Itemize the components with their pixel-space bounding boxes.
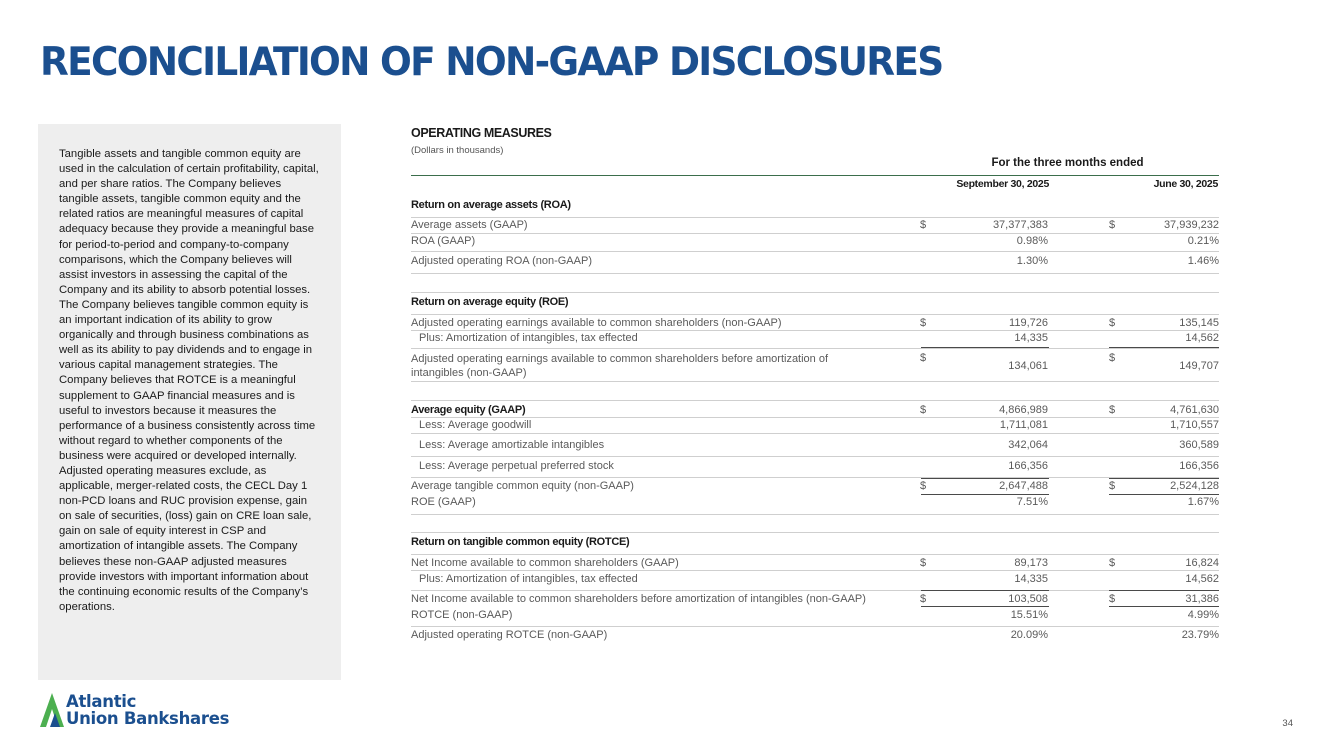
value-jun: 1,710,557 xyxy=(1170,419,1219,431)
period-divider xyxy=(411,175,1219,176)
row-divider xyxy=(411,251,1219,252)
value-sep: 14,335 xyxy=(1014,332,1048,344)
value-sep: 14,335 xyxy=(1014,573,1048,585)
value-jun: 14,562 xyxy=(1185,573,1219,585)
column-header-jun: June 30, 2025 xyxy=(1153,178,1218,190)
total-underline xyxy=(921,494,1049,495)
row-label: Adjusted operating earnings available to common shareholders (non-GAAP) xyxy=(411,317,782,329)
value-jun: 360,589 xyxy=(1179,439,1219,451)
value-sep: 37,377,383 xyxy=(992,219,1048,231)
column-header-sep: September 30, 2025 xyxy=(956,178,1049,190)
value-jun: 37,939,232 xyxy=(1163,219,1219,231)
currency-symbol: $ xyxy=(1109,219,1116,231)
row-label: Net Income available to common shareholders before amortization of intangibles (non-GAAP) xyxy=(411,593,866,605)
row-divider xyxy=(411,626,1219,627)
row-divider xyxy=(411,477,1219,478)
total-underline xyxy=(921,606,1049,607)
currency-symbol: $ xyxy=(920,219,927,231)
value-sep: 4,866,989 xyxy=(999,404,1048,416)
value-sep: 119,726 xyxy=(1009,317,1048,329)
currency-symbol: $ xyxy=(1109,557,1116,569)
row-label: Adjusted operating ROTCE (non-GAAP) xyxy=(411,629,608,641)
total-underline xyxy=(1109,494,1219,495)
value-sep: 342,064 xyxy=(1008,439,1048,451)
logo-line-2: Union Bankshares xyxy=(66,709,230,728)
row-divider xyxy=(411,417,1219,418)
currency-symbol: $ xyxy=(1109,404,1116,416)
value-jun: 0.21% xyxy=(1187,235,1219,247)
value-jun: 31,386 xyxy=(1185,593,1219,605)
value-jun: 4,761,630 xyxy=(1170,404,1219,416)
value-jun: 2,524,128 xyxy=(1170,480,1219,492)
value-sep: 2,647,488 xyxy=(999,480,1048,492)
row-divider xyxy=(411,456,1219,457)
row-label: Less: Average goodwill xyxy=(419,419,532,431)
row-label: Average tangible common equity (non-GAAP) xyxy=(411,480,634,492)
total-overline xyxy=(1109,478,1219,479)
value-sep: 134,061 xyxy=(1008,360,1048,372)
value-jun: 16,824 xyxy=(1185,557,1219,569)
row-label: Net Income available to common shareholders (GAAP) xyxy=(411,557,679,569)
period-header: For the three months ended xyxy=(991,157,1144,169)
row-label: ROE (GAAP) xyxy=(411,496,476,508)
value-jun: 149,707 xyxy=(1179,360,1219,372)
row-divider xyxy=(411,292,1219,293)
row-label: Adjusted operating earnings available to common shareholders before amortization of intangibles (non-GAAP) xyxy=(411,353,829,379)
value-sep: 1.30% xyxy=(1016,255,1048,267)
value-jun: 1.46% xyxy=(1187,255,1219,267)
total-overline xyxy=(921,478,1049,479)
subtotal-underline xyxy=(1109,590,1219,591)
value-jun: 4.99% xyxy=(1187,609,1219,621)
section-subtitle: (Dollars in thousands) xyxy=(411,145,504,156)
value-sep: 15.51% xyxy=(1010,609,1048,621)
row-divider xyxy=(411,590,1219,591)
table-row xyxy=(411,352,1219,382)
currency-symbol: $ xyxy=(1109,480,1116,492)
row-divider xyxy=(411,400,1219,401)
logo-wordmark xyxy=(66,693,229,727)
row-label: Adjusted operating ROA (non-GAAP) xyxy=(411,255,592,267)
page-number: 34 xyxy=(1282,718,1293,729)
row-divider xyxy=(411,348,1219,349)
row-divider xyxy=(411,273,1219,274)
row-divider xyxy=(411,381,1219,382)
row-divider xyxy=(411,532,1219,533)
row-divider xyxy=(411,554,1219,555)
row-divider xyxy=(411,233,1219,234)
row-divider xyxy=(411,330,1219,331)
currency-symbol: $ xyxy=(1109,593,1116,605)
value-jun: 14,562 xyxy=(1185,332,1219,344)
value-sep: 166,356 xyxy=(1008,460,1048,472)
currency-symbol: $ xyxy=(920,352,927,364)
row-divider xyxy=(411,514,1219,515)
row-label: Less: Average amortizable intangibles xyxy=(419,439,605,451)
total-underline xyxy=(1109,606,1219,607)
logo-line-1: Atlantic xyxy=(66,692,137,711)
row-divider xyxy=(411,217,1219,218)
row-divider xyxy=(411,570,1219,571)
row-label: Less: Average perpetual preferred stock xyxy=(419,460,614,472)
roe-header-label: Return on average equity (ROE) xyxy=(411,296,569,308)
value-jun: 166,356 xyxy=(1179,460,1219,472)
currency-symbol: $ xyxy=(920,557,927,569)
value-jun: 1.67% xyxy=(1187,496,1219,508)
currency-symbol: $ xyxy=(920,480,927,492)
currency-symbol: $ xyxy=(1109,317,1116,329)
currency-symbol: $ xyxy=(920,317,927,329)
value-jun: 23.79% xyxy=(1181,629,1219,641)
row-divider xyxy=(411,433,1219,434)
row-label: Average equity (GAAP) xyxy=(411,404,526,416)
row-label: ROTCE (non-GAAP) xyxy=(411,609,513,621)
row-label: Plus: Amortization of intangibles, tax effected xyxy=(419,573,638,585)
row-label: ROA (GAAP) xyxy=(411,235,476,247)
currency-symbol: $ xyxy=(920,593,927,605)
row-label: Average assets (GAAP) xyxy=(411,219,528,231)
page-title: RECONCILIATION OF NON-GAAP DISCLOSURES xyxy=(40,40,943,85)
sidebar-panel xyxy=(38,124,341,680)
currency-symbol: $ xyxy=(920,404,927,416)
sidebar-text: Tangible assets and tangible common equity are used in the calculation of certain profitability, capital, and per share ratios. The Company believes tangible assets, tangible common equity and the related ratios are meaningful measures of capital adequacy because they provide a meaningful base for period-to-period and company-to-company comparisons, which the Company believes will assist investors in assessing the capital of the Company and its ability to absorb potential losses. The Company believes tangible common equity is an important indication of its ability to grow organically and through business combinations as well as its ability to pay dividends and to engage in various capital management strategies. The Company believes that ROTCE is a meaningful supplement to GAAP financial measures and is useful to investors because it measures the performance of a business consistently across time without regard to whether components of the business were acquired or developed internally. Adjusted operating measures exclude, as applicable, merger-related costs, the CECL Day 1 non-PCD loans and RUC provision expense, gain on sale of securities, (loss) gain on CRE loan sale, gain on sale of equity interest in CSP and amortization of intangible assets. The Company believes these non-GAAP adjusted measures provide investors with important information about the continuing economic results of the Company’s operations. xyxy=(59,148,319,613)
currency-symbol: $ xyxy=(1109,352,1116,364)
subtotal-underline xyxy=(921,590,1049,591)
rotce-header-label: Return on tangible common equity (ROTCE) xyxy=(411,536,630,548)
section-title: OPERATING MEASURES xyxy=(411,126,552,140)
roa-header-label: Return on average assets (ROA) xyxy=(411,199,571,211)
value-sep: 0.98% xyxy=(1016,235,1048,247)
value-sep: 7.51% xyxy=(1016,496,1048,508)
row-label: Plus: Amortization of intangibles, tax effected xyxy=(419,332,638,344)
value-sep: 1,711,081 xyxy=(999,419,1048,431)
value-sep: 103,508 xyxy=(1008,593,1048,605)
row-divider xyxy=(411,314,1219,315)
value-jun: 135,145 xyxy=(1179,317,1219,329)
value-sep: 20.09% xyxy=(1010,629,1048,641)
value-sep: 89,173 xyxy=(1014,557,1048,569)
